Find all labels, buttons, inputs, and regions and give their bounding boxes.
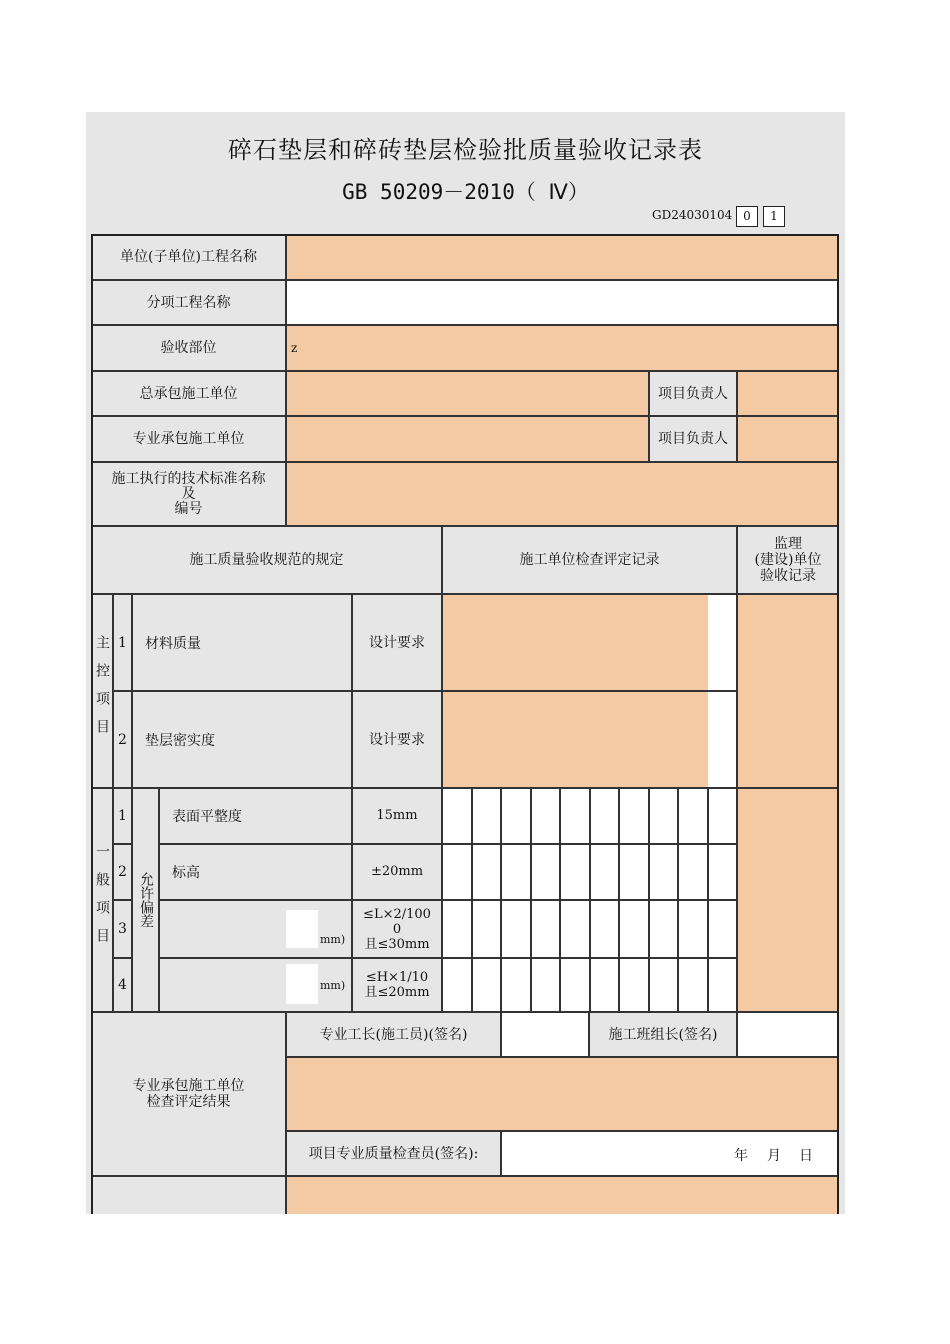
sub-contractor-label: 专业承包施工单位 [91, 416, 286, 462]
foreman-signature-field[interactable] [501, 1012, 589, 1057]
sub-contractor-field[interactable] [286, 416, 649, 462]
inspection-form [86, 112, 845, 1214]
inspector-signature-field[interactable] [501, 1131, 839, 1176]
measurement-cell[interactable] [619, 844, 649, 900]
measurement-cell[interactable] [501, 900, 531, 958]
result-label-line1: 专业承包施工单位 [132, 1078, 245, 1094]
project-name-field[interactable] [286, 234, 839, 280]
measurement-cell[interactable] [472, 844, 502, 900]
measurement-cell[interactable] [708, 844, 738, 900]
measurement-cell[interactable] [501, 788, 531, 844]
main-item-no: 2 [113, 691, 132, 788]
general-items-group [91, 788, 113, 1012]
result-label-line2: 检查评定结果 [146, 1094, 231, 1110]
supervisor-header [737, 526, 839, 594]
general-item-no: 2 [113, 844, 132, 900]
contractor-record-header: 施工单位检查评定记录 [442, 526, 737, 594]
requirement-line1: ≤H×1/10 [365, 970, 429, 985]
item-name-input[interactable] [286, 910, 318, 948]
measurement-cell[interactable] [649, 958, 679, 1012]
item-unit: mm) [320, 933, 346, 946]
result-label [91, 1012, 286, 1176]
measurement-cell[interactable] [708, 788, 738, 844]
measurement-cell[interactable] [590, 900, 620, 958]
measurement-cell[interactable] [708, 900, 738, 958]
measurement-cell[interactable] [442, 788, 472, 844]
sub-project-label: 分项工程名称 [91, 280, 286, 325]
measurement-cell[interactable] [560, 788, 590, 844]
measurement-cell[interactable] [472, 788, 502, 844]
spec-header: 施工质量验收规范的规定 [91, 526, 442, 594]
general-items-group-label: 一般项目 [94, 844, 110, 956]
date-year: 年 [734, 1148, 748, 1164]
foreman-label: 专业工长(施工员)(签名) [286, 1012, 501, 1057]
standard-label-line1: 施工执行的技术标准名称 [111, 470, 266, 487]
main-item-record[interactable] [442, 594, 708, 691]
project-manager-field-2[interactable] [737, 416, 839, 462]
measurement-cell[interactable] [649, 900, 679, 958]
form-code: GD24030104 [652, 208, 733, 222]
main-item-name: 垫层密实度 [132, 691, 352, 788]
measurement-cell[interactable] [678, 900, 708, 958]
measurement-cell[interactable] [560, 900, 590, 958]
requirement-line2: 且≤20mm [364, 985, 430, 1000]
general-item-requirement [352, 958, 442, 1012]
team-leader-label: 施工班组长(签名) [589, 1012, 737, 1057]
date-day: 日 [799, 1148, 813, 1164]
measurement-cell[interactable] [442, 844, 472, 900]
location-field[interactable]: z [286, 325, 839, 371]
measurement-cell[interactable] [442, 900, 472, 958]
supervisor-header-line1: 监理 [774, 536, 802, 552]
main-item-name: 材料质量 [132, 594, 352, 691]
general-item-no: 1 [113, 788, 132, 844]
item-name-input[interactable] [286, 964, 318, 1004]
measurement-cell[interactable] [590, 788, 620, 844]
measurement-cell[interactable] [501, 958, 531, 1012]
general-item-name [159, 958, 352, 1012]
standard-code: GB 50209－2010（ Ⅳ） [342, 180, 589, 204]
measurement-cell[interactable] [678, 844, 708, 900]
tolerance-label: 允许偏差 [138, 872, 154, 928]
general-contractor-label: 总承包施工单位 [91, 371, 286, 416]
measurement-cell[interactable] [442, 958, 472, 1012]
general-item-no: 4 [113, 958, 132, 1012]
standard-label-line2: 及 [181, 485, 196, 502]
measurement-cell[interactable] [619, 958, 649, 1012]
measurement-cell[interactable] [590, 958, 620, 1012]
measurement-cell[interactable] [708, 958, 738, 1012]
general-item-requirement: ±20mm [352, 844, 442, 900]
measurement-cell[interactable] [531, 844, 561, 900]
general-item-name: 标高 [159, 844, 352, 900]
general-item-no: 3 [113, 900, 132, 958]
result-field[interactable] [286, 1057, 839, 1131]
measurement-cell[interactable] [531, 900, 561, 958]
measurement-cell[interactable] [619, 788, 649, 844]
main-item-no: 1 [113, 594, 132, 691]
measurement-cell[interactable] [560, 958, 590, 1012]
project-manager-label-2: 项目负责人 [649, 416, 737, 462]
requirement-line3: 且≤30mm [364, 936, 430, 952]
main-item-record-spare[interactable] [708, 691, 737, 788]
project-name-label: 单位(子单位)工程名称 [91, 234, 286, 280]
standard-label-line3: 编号 [174, 500, 203, 517]
main-items-group [91, 594, 113, 788]
measurement-cell[interactable] [678, 958, 708, 1012]
inspector-label: 项目专业质量检查员(签名): [286, 1131, 501, 1176]
measurement-cell[interactable] [472, 900, 502, 958]
tolerance-group [132, 788, 159, 1012]
project-manager-field[interactable] [737, 371, 839, 416]
main-item-record-spare[interactable] [708, 594, 737, 691]
code-digit-1[interactable]: 0 [736, 206, 758, 227]
date-month: 月 [767, 1148, 781, 1164]
main-items-group-label: 主控项目 [94, 635, 110, 747]
measurement-cell[interactable] [501, 844, 531, 900]
general-contractor-field[interactable] [286, 371, 649, 416]
requirement-line1: ≤L×2/100 [363, 906, 431, 922]
sub-project-field[interactable] [286, 280, 839, 325]
main-item-requirement: 设计要求 [352, 691, 442, 788]
supervisor-conclusion-field[interactable] [286, 1176, 839, 1214]
measurement-cell[interactable] [649, 788, 679, 844]
supervisor-header-line2: (建设)单位 [754, 552, 822, 568]
general-items-supervisor-field[interactable] [737, 788, 839, 1012]
code-digit-2[interactable]: 1 [763, 206, 785, 227]
project-manager-label: 项目负责人 [649, 371, 737, 416]
measurement-cell[interactable] [649, 844, 679, 900]
standard-field[interactable] [286, 462, 839, 526]
item-unit: mm) [320, 979, 346, 992]
measurement-grid [442, 788, 737, 1012]
main-item-record[interactable] [442, 691, 708, 788]
measurement-cell[interactable] [590, 844, 620, 900]
general-item-requirement: 15mm [352, 788, 442, 844]
general-item-requirement [352, 900, 442, 958]
supervisor-conclusion-label [91, 1176, 286, 1214]
main-item-requirement: 设计要求 [352, 594, 442, 691]
general-item-name [159, 900, 352, 958]
standard-label [91, 462, 286, 526]
form-title: 碎石垫层和碎砖垫层检验批质量验收记录表 [228, 136, 703, 164]
location-label: 验收部位 [91, 325, 286, 371]
main-items-supervisor-field[interactable] [737, 594, 839, 788]
measurement-cell[interactable] [678, 788, 708, 844]
measurement-cell[interactable] [531, 958, 561, 1012]
measurement-cell[interactable] [531, 788, 561, 844]
team-leader-signature-field[interactable] [737, 1012, 839, 1057]
measurement-cell[interactable] [560, 844, 590, 900]
supervisor-header-line3: 验收记录 [760, 568, 816, 584]
general-item-name: 表面平整度 [159, 788, 352, 844]
requirement-line2: 0 [392, 921, 402, 937]
measurement-cell[interactable] [472, 958, 502, 1012]
measurement-cell[interactable] [619, 900, 649, 958]
